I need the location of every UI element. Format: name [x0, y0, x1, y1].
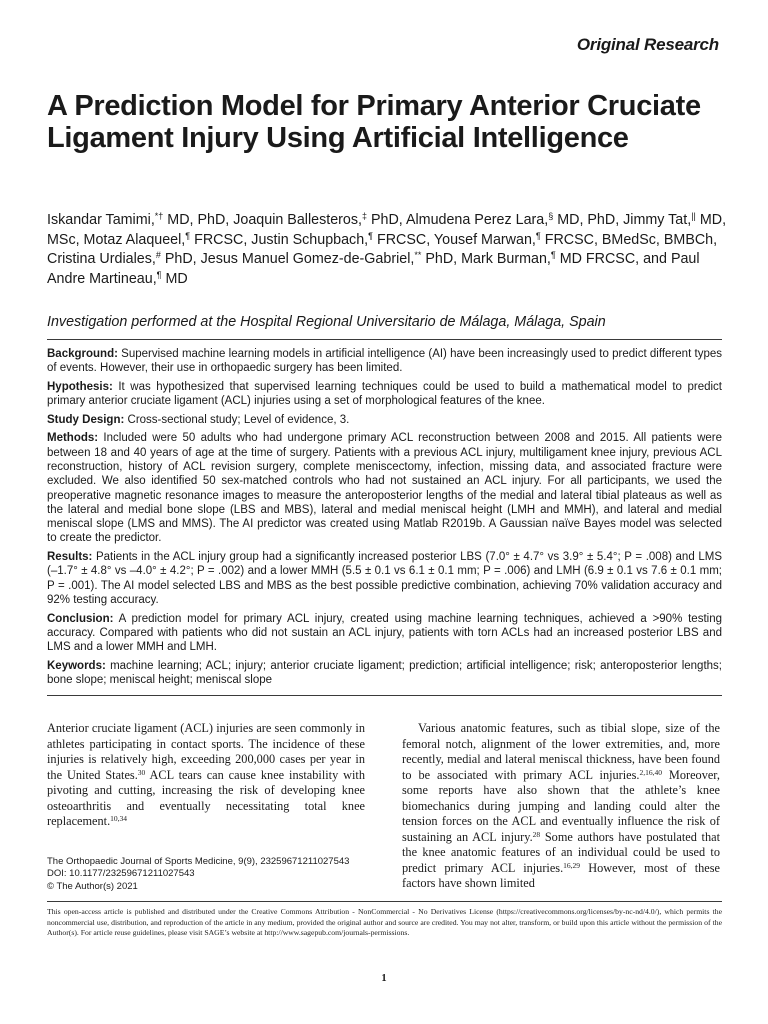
abstract-section-label: Conclusion:	[47, 612, 114, 625]
abstract-section-label: Methods:	[47, 432, 99, 445]
abstract-section-label: Results:	[47, 551, 93, 564]
author-name: Joaquin Ballesteros,	[233, 212, 362, 228]
author-name: Cristina Urdiales,	[47, 251, 156, 267]
abstract-section-text: Supervised machine learning models in artificial intelligence (AI) have been increasingly used to predict different types of events. However, their use in orthopaedic surgery has been limited.	[47, 348, 722, 375]
abstract-section-text: machine learning; ACL; injury; anterior cruciate ligament; prediction; artificial intelligence; risk; anteroposterior lengths; bone slope; meniscal height; meniscal slope	[47, 659, 722, 687]
author-name: Jesus Manuel Gomez-de-Gabriel,	[200, 251, 415, 267]
abstract-top-rule	[47, 339, 722, 340]
author-affiliation-mark: ¶	[185, 230, 191, 241]
author-degrees: MD FRCSC, and	[555, 251, 671, 267]
license-text: This open-access article is published and distributed under the Creative Commons Attribution - NonCommercial - No Derivatives License (https://creativecommons.org/licenses/by-nc-nd/4.0/), which permits the noncommercial use, distribution, and reproduction of the article in any medium, provided the original author and source are credited. You may not alter, transform, or build upon this article without the permission of the Author(s). For article reuse guidelines, please visit SAGE’s website at http://www.sagepub.com/journals-permissions.	[47, 907, 722, 938]
abstract-section-text: A prediction model for primary ACL injury, created using machine learning techniques, achieved a >90% testing accuracy. Compared with patients who did not sustain an ACL injury, patients with torn ACLs had an increased posterior LBS and LMS and a lower MMH and LMH.	[47, 612, 722, 654]
body-text: Anterior cruciate ligament (ACL) injuries are seen commonly in athletes participating in contact sports. The incidence of these injuries is relatively high, exceeding 200,000 cases per year in the United States.	[47, 721, 365, 782]
journal-info	[47, 856, 377, 893]
abstract-section	[47, 431, 722, 545]
author-name: Yousef Marwan,	[433, 231, 536, 248]
author-degrees: MD, MSc,	[47, 212, 727, 248]
author-name: Paul Andre Martineau,	[47, 251, 700, 287]
abstract-section-label: Hypothesis:	[47, 380, 113, 393]
author-affiliation-mark: ||	[691, 211, 696, 221]
author-degrees: MD, PhD,	[163, 212, 234, 228]
author-affiliation-mark: §	[548, 211, 554, 221]
abstract-section	[47, 659, 722, 688]
citation-ref: 10,34	[110, 814, 128, 823]
author-degrees: MD, PhD,	[553, 212, 624, 228]
body-text: However, most of these factors have shown limited	[402, 860, 720, 890]
abstract-section	[47, 347, 722, 376]
abstract-section	[47, 612, 722, 655]
author-affiliation-mark: ¶	[368, 230, 373, 241]
citation-ref: 2,16,40	[639, 767, 662, 777]
body-column-right	[402, 721, 720, 892]
author-affiliation-mark: *†	[154, 211, 164, 221]
abstract-section-label: Study Design:	[47, 413, 125, 426]
citation-ref: 30	[137, 767, 146, 777]
abstract-section	[47, 380, 722, 409]
author-name: Motaz Alaqueel,	[83, 231, 186, 248]
abstract	[47, 347, 722, 692]
article-type-label: Original Research	[576, 35, 719, 54]
author-affiliation-mark: ‡	[361, 211, 367, 221]
abstract-section	[47, 413, 722, 427]
body-text: Moreover, some reports have also shown that the athlete’s knee biomechanics during jumping and landing could alter the tension forces on the ACL and eventually influence the risk of sustaining an ACL injury.	[402, 767, 720, 844]
author-degrees: PhD,	[160, 251, 201, 267]
page-number: 1	[381, 973, 387, 984]
citation-ref: 28	[532, 829, 541, 839]
abstract-section-text: Patients in the ACL injury group had a significantly increased posterior LBS (7.0° ± 4.7° vs 3.9° ± 5.4°; P = .008) and LMS (–1.7° ± 4.8° vs –4.0° ± 4.2°; P = .002) and a lower MMH (5.5 ± 0.1 vs 6.1 ± 0.1 mm; P = .006) and LMH (6.9 ± 0.1 vs 7.6 ± 0.1 mm; P = .001). The AI model selected LBS and MBS as the best possible predictive combination, achieving 70% validation accuracy and 92% testing accuracy.	[47, 551, 722, 606]
body-text: ACL tears can cause knee instability with pivoting and cutting, increasing the risk of developing knee osteoarthritis and eventually necessitating total knee replacement.	[47, 767, 366, 828]
author-affiliation-mark: ¶	[535, 230, 541, 241]
author-affiliation-mark: #	[155, 250, 161, 260]
abstract-section-text: Cross-sectional study; Level of evidence, 3.	[124, 413, 350, 426]
body-text: Various anatomic features, such as tibial slope, size of the femoral notch, alignment of the lower extremities, and, more recently, medial and lateral meniscal thickness, have been found to be associated with primary ACL injuries.	[402, 721, 720, 782]
author-affiliation-mark: ¶	[156, 269, 162, 280]
abstract-bottom-rule	[47, 695, 722, 696]
author-name: Mark Burman,	[461, 251, 551, 267]
abstract-section-label: Keywords:	[47, 659, 106, 672]
abstract-section-text: It was hypothesized that supervised learning techniques could be used to build a mathematical model to predict primary anterior cruciate ligament (ACL) injuries using a set of morphological features of the knee.	[47, 380, 722, 408]
author-degrees: FRCSC,	[372, 231, 434, 248]
copyright: © The Author(s) 2021	[47, 880, 138, 892]
author-degrees: MD	[161, 270, 188, 287]
author-name: Jimmy Tat,	[623, 212, 692, 228]
citation-ref: 16,29	[563, 860, 581, 870]
abstract-section	[47, 550, 722, 607]
author-name: Justin Schupbach,	[251, 231, 369, 248]
author-degrees: FRCSC, BMedSc, BMBCh,	[540, 231, 718, 248]
affiliation: Investigation performed at the Hospital Regional Universitario de Málaga, Málaga, Spain	[47, 314, 606, 330]
author-affiliation-mark: ¶	[550, 250, 556, 260]
author-affiliation-mark: **	[414, 250, 422, 260]
license-rule	[47, 901, 722, 902]
author-name: Almudena Perez Lara,	[405, 212, 549, 228]
body-column-left	[47, 721, 365, 830]
journal-citation: The Orthopaedic Journal of Sports Medicine, 9(9), 23259671211027543	[47, 856, 350, 867]
author-name: Iskandar Tamimi,	[47, 212, 155, 228]
author-list	[47, 211, 737, 289]
author-degrees: PhD,	[421, 251, 462, 267]
article-title: A Prediction Model for Primary Anterior Cruciate Ligament Injury Using Artificial Intelligence	[47, 90, 701, 154]
body-text: Some authors have postulated that the knee anatomic features of an individual could be used to predict primary ACL injuries.	[402, 829, 721, 875]
doi: DOI: 10.1177/23259671211027543	[47, 868, 195, 880]
author-degrees: PhD,	[367, 212, 406, 228]
abstract-section-label: Background:	[47, 348, 118, 360]
abstract-section-text: Included were 50 adults who had undergone primary ACL reconstruction between 2008 and 2015. All patients were between 18 and 40 years of age at the time of surgery. Patients with a previous ACL injury, multiligament knee injury, previous ACL reconstruction, history of ACL revision surgery, complete meniscectomy, infection, missing data, and associated fracture were excluded. We also identified 50 sex-matched controls who had not sustained an ACL injury. For all participants, we used the preoperative magnetic resonance images to measure the anteroposterior lengths of the medial and lateral tibial plateaus as well as the lateral and medial bone slope (LBS and MBS), lateral and medial meniscal height (LMH and MMH), and lateral and medial meniscal slope (LMS and MMS). The AI predictor was created using Matlab R2019b. A Gaussian naïve Bayes model was selected to create the predictor.	[47, 432, 722, 545]
author-degrees: FRCSC,	[190, 231, 252, 248]
